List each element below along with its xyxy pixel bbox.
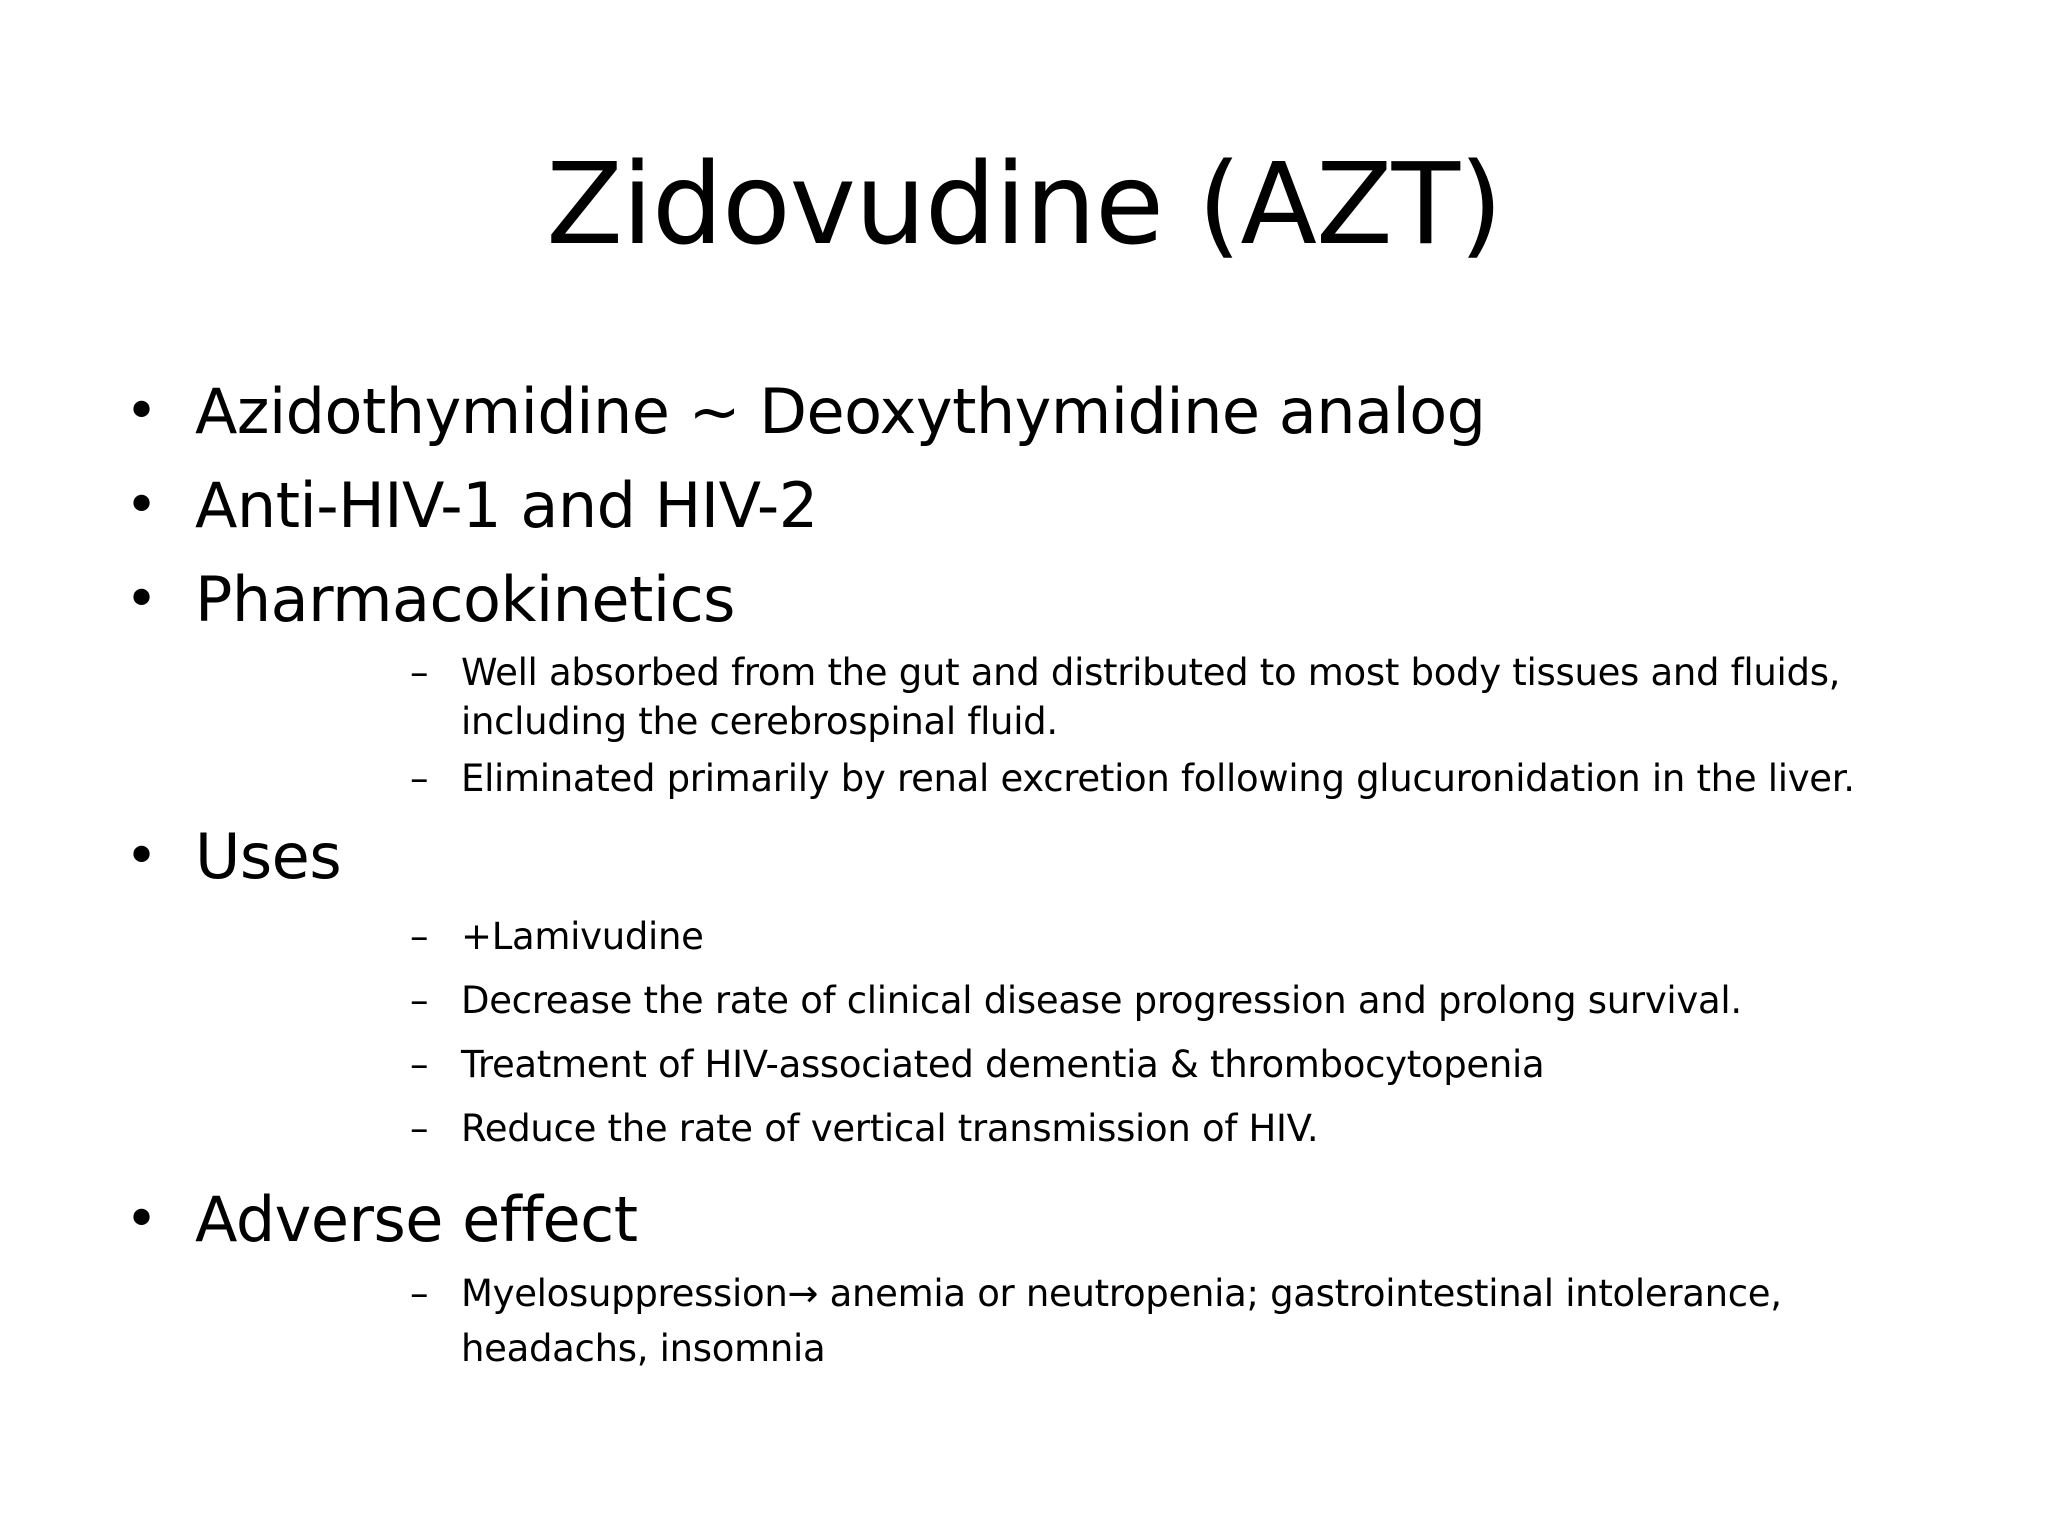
sub-bullet-text: Treatment of HIV-associated dementia & thrombocytopenia [461,1043,1545,1086]
bullet-text: Azidothymidine ~ Deoxythymidine analog [195,375,1486,448]
bullet-icon: • [125,473,158,538]
sub-bullet-text: Myelosuppression→ anemia or neutropenia; gastrointestinal intolerance, headachs, insomnia [461,1272,1782,1370]
sub-bullet-text: Eliminated primarily by renal excretion following glucuronidation in the liver. [461,757,1855,800]
sub-bullet-text: Well absorbed from the gut and distributed to most body tissues and fluids, including the cerebrospinal fluid. [461,651,1841,743]
sub-bullet-text: Reduce the rate of vertical transmission of HIV. [461,1107,1319,1150]
bullet-text: Adverse effect [195,1183,638,1256]
dash-icon: – [410,915,429,958]
bullet-icon: • [125,1187,158,1252]
bullet-text: Anti-HIV-1 and HIV-2 [195,469,818,542]
sub-bullet-text: Decrease the rate of clinical disease progression and prolong survival. [461,979,1742,1022]
slide-title: Zidovudine (AZT) [546,140,1502,270]
dash-icon: – [410,979,429,1022]
sub-bullet-text: +Lamivudine [461,915,704,958]
dash-icon: – [410,1272,429,1315]
bullet-icon: • [125,567,158,632]
bullet-icon: • [125,824,158,889]
bullet-text: Uses [195,820,342,893]
bullet-icon: • [125,379,158,444]
dash-icon: – [410,651,429,694]
dash-icon: – [410,1107,429,1150]
bullet-text: Pharmacokinetics [195,563,735,636]
dash-icon: – [410,757,429,800]
dash-icon: – [410,1043,429,1086]
